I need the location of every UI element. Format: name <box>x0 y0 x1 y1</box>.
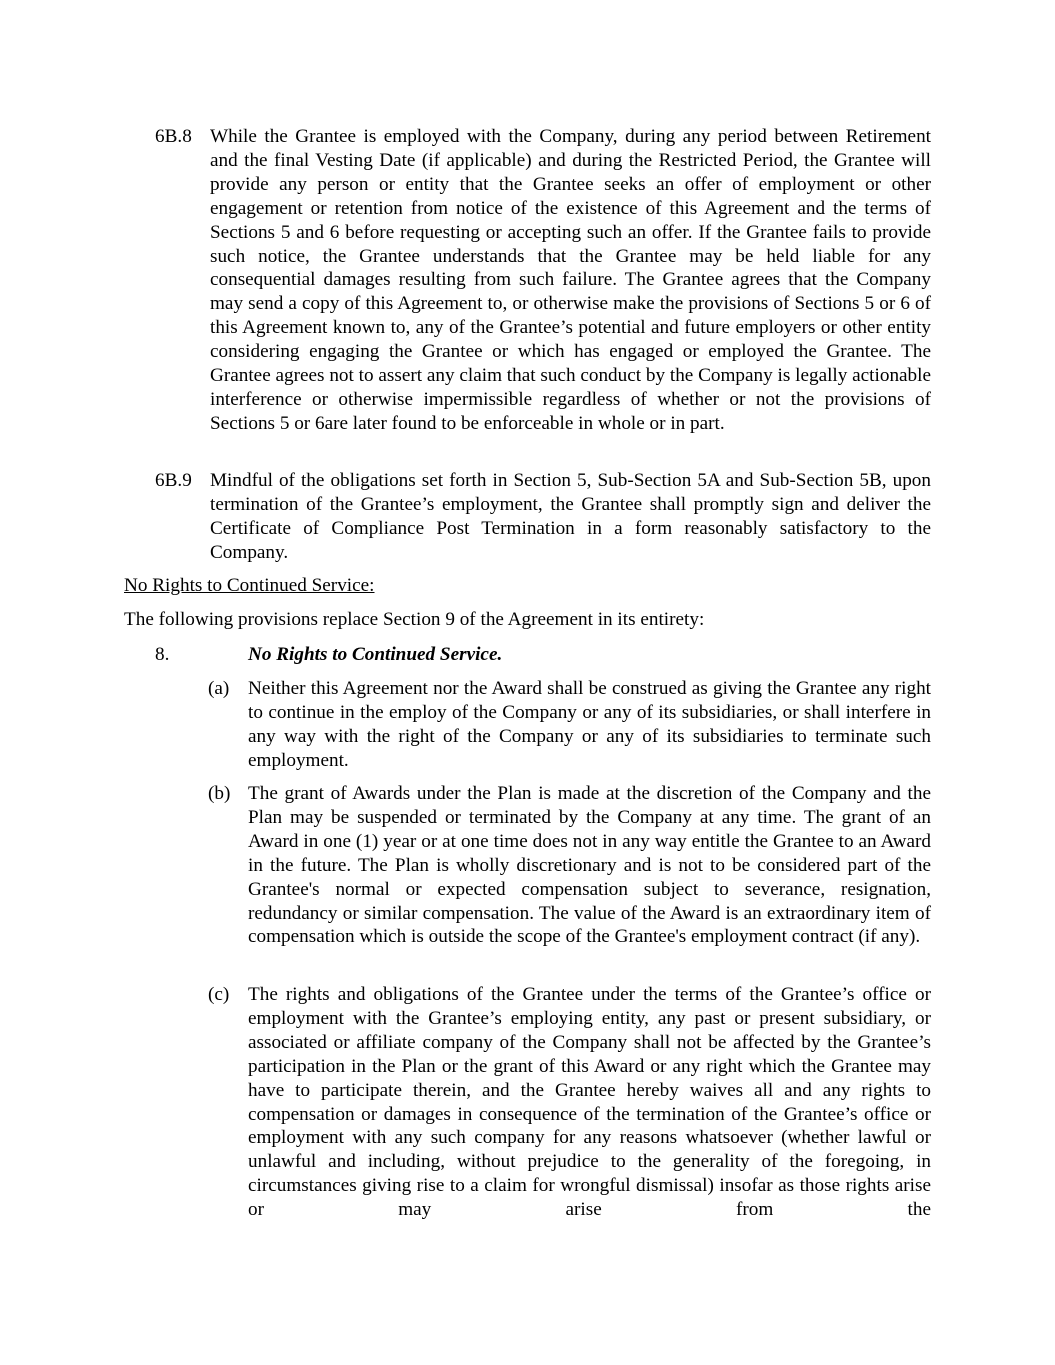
section-text: While the Grantee is employed with the Company, during any period between Retirement and the final Vesting Date (if applicable) and during the Restricted Period, the Grantee will provide any person or entity that the Grantee seeks an offer of employment or other engagement or retention from notice of the existence of this Agreement and the terms of Sections 5 and 6 before requesting or accepting such an offer. If the Grantee fails to provide such notice, the Grantee understands that the Grantee may be held liable for any consequential damages resulting from such failure. The Grantee agrees that the Company may send a copy of this Agreement to, or otherwise make the provisions of Sections 5 or 6 of this Agreement known to, any of the Grantee’s potential and future employers or other entity considering engaging the Grantee or which has engaged or employed the Grantee. The Grantee agrees not to assert any claim that such conduct by the Company is legally actionable interference or otherwise impermissible regardless of whether or not the provisions of Sections 5 or 6are later found to be enforceable in whole or in part. <box>210 126 931 434</box>
subsection-b <box>208 782 931 949</box>
section-number: 6B.8 <box>155 126 192 147</box>
subsection-text: The grant of Awards under the Plan is made at the discretion of the Company and the Plan may be suspended or terminated by the Company at any time. The grant of an Award in one (1) year or at one time does not in any way entitle the Grantee to an Award in the future. The Plan is wholly discretionary and is not to be considered part of the Grantee's normal or expected compensation subject to severance, resignation, redundancy or similar compensation. The value of the Award is an extraordinary item of compensation which is outside the scope of the Grantee's employment contract (if any). <box>248 783 931 948</box>
subsection-text: Neither this Agreement nor the Award shall be construed as giving the Grantee any right to continue in the employ of the Company or any of its subsidiaries, or shall interfere in any way with the right of the Company or any of its subsidiaries to terminate such employment. <box>248 678 931 771</box>
section-number: 6B.9 <box>155 470 192 491</box>
section-heading: No Rights to Continued Service: <box>124 575 375 596</box>
section-number: 8. <box>155 644 170 665</box>
subsection-c <box>208 983 931 1222</box>
section-title: No Rights to Continued Service. <box>248 644 503 665</box>
section-6b9 <box>155 469 931 565</box>
section-text: Mindful of the obligations set forth in Section 5, Sub-Section 5A and Sub-Section 5B, upon termination of the Grantee’s employment, the Grantee shall promptly sign and deliver the Certificate of Compliance Post Termination in a form reasonably satisfactory to the Company. <box>210 470 931 563</box>
subsection-a <box>208 677 931 773</box>
subsection-label: (a) <box>208 678 230 699</box>
section-6b8 <box>155 125 931 436</box>
subsection-label: (b) <box>208 783 231 804</box>
intro-paragraph: The following provisions replace Section 9 of the Agreement in its entirety: <box>124 609 705 630</box>
subsection-label: (c) <box>208 984 230 1005</box>
section-8-heading <box>155 643 931 667</box>
subsection-text: The rights and obligations of the Grantee under the terms of the Grantee’s office or employment with the Grantee’s employing entity, any past or present subsidiary, or associated or affiliate company of the Company shall not be affected by the Grantee’s participation in the Plan or the grant of this Award or any right which the Grantee may have to participate therein, and the Grantee hereby waives all and any rights to compensation or damages in consequence of the termination of the Grantee’s office or employment with any such company for any reasons whatsoever (whether lawful or unlawful and including, without prejudice to the generality of the foregoing, in circumstances giving rise to a claim for wrongful dismissal) insofar as those rights arise or may arise from the <box>248 984 931 1221</box>
